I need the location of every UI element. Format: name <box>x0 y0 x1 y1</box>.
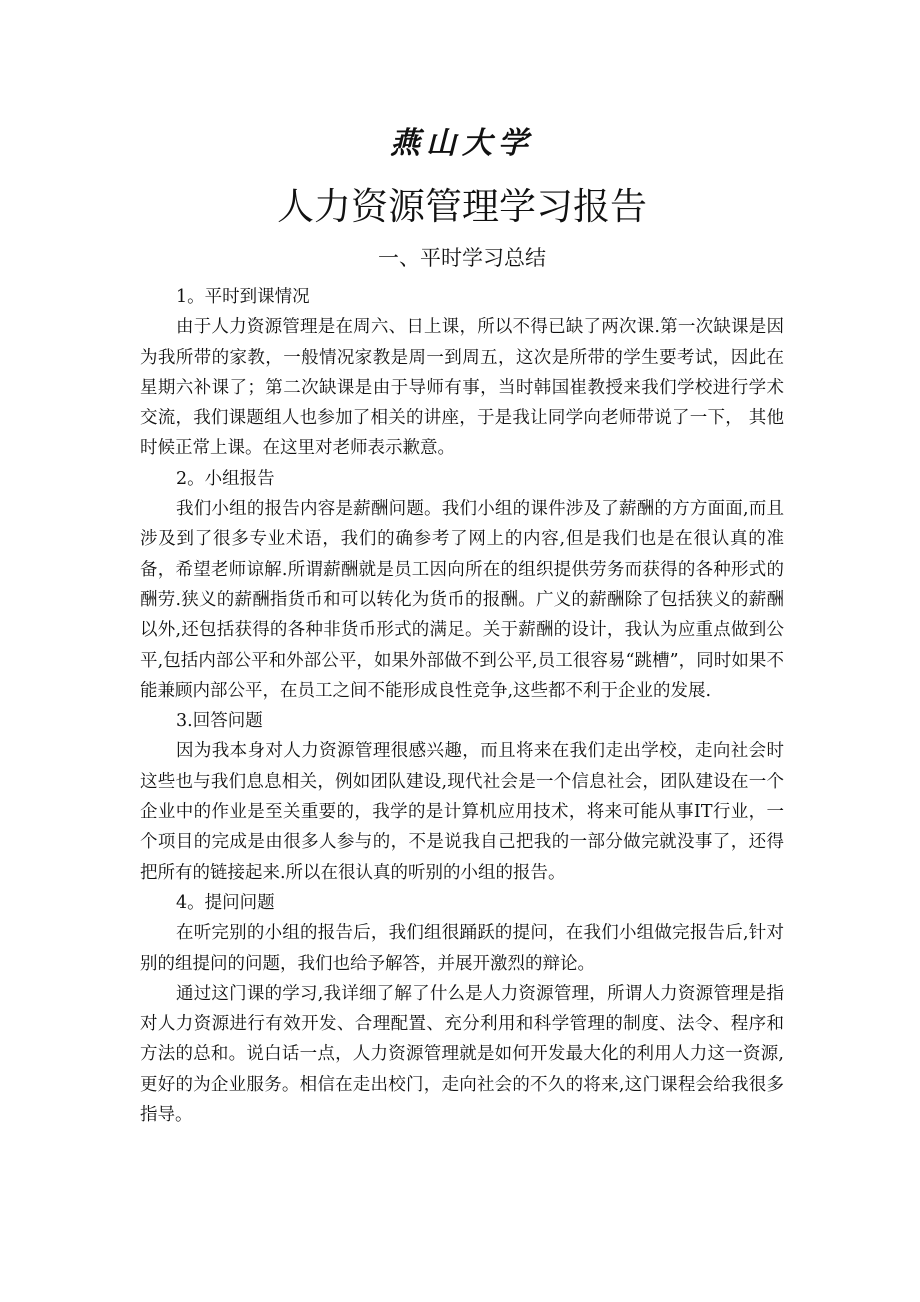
university-name: 燕山大学 <box>390 126 534 161</box>
paragraph-answering: 因为我本身对人力资源管理很感兴趣，而且将来在我们走出学校，走向社会时这些也与我们息息相关，例如团队建设,现代社会是一个信息社会，团队建设在一个企业中的作业是至关重要的，我学的是计算机应用技术，将来可能从事IT行业，一个项目的完成是由很多人参与的，不是说我自己把我的一部分做完就没事了，还得把所有的链接起来.所以在很认真的听别的小组的报告。 <box>140 741 784 883</box>
subheading-group-report: 2。小组报告 <box>176 468 275 489</box>
paragraph-conclusion: 通过这门课的学习,我详细了解了什么是人力资源管理，所谓人力资源管理是指对人力资源进行有效开发、合理配置、充分利用和科学管理的制度、法令、程序和方法的总和。说白话一点，人力资源管理就是如何开发最大化的利用人力这一资源,更好的为企业服务。相信在走出校门，走向社会的不久的将来,这门课程会给我很多指导。 <box>140 983 784 1126</box>
document-page <box>140 118 784 1130</box>
report-title: 人力资源管理学习报告 <box>277 185 647 228</box>
paragraph-group-report: 我们小组的报告内容是薪酬问题。我们小组的课件涉及了薪酬的方方面面,而且涉及到了很多专业术语，我们的确参考了网上的内容,但是我们也是在很认真的准备，希望老师谅解.所谓薪酬就是员工因向所在的组织提供劳务而获得的各种形式的酬劳.狭义的薪酬指货币和可以转化为货币的报酬。广义的薪酬除了包括狭义的薪酬以外,还包括获得的各种非货币形式的满足。关于薪酬的设计，我认为应重点做到公平,包括内部公平和外部公平，如果外部做不到公平,员工很容易“跳槽”，同时如果不能兼顾内部公平，在员工之间不能形成良性竞争,这些都不利于企业的发展. <box>140 499 784 701</box>
subheading-attendance: 1。平时到课情况 <box>176 287 310 307</box>
section-heading: 一、平时学习总结 <box>378 246 546 270</box>
subheading-answering: 3.回答问题 <box>176 711 263 732</box>
subheading-asking: 4。提问问题 <box>176 892 275 913</box>
paragraph-attendance: 由于人力资源管理是在周六、日上课，所以不得已缺了两次课.第一次缺课是因为我所带的家教，一般情况家教是周一到周五，这次是所带的学生要考试，因此在星期六补课了；第二次缺课是由于导师有事，当时韩国崔教授来我们学校进行学术交流，我们课题组人也参加了相关的讲座，于是我让同学向老师带说了一下， 其他时候正常上课。在这里对老师表示歉意。 <box>140 317 784 459</box>
paragraph-asking: 在听完别的小组的报告后，我们组很踊跃的提问，在我们小组做完报告后,针对别的组提问的问题，我们也给予解答，并展开激烈的辩论。 <box>140 923 784 974</box>
